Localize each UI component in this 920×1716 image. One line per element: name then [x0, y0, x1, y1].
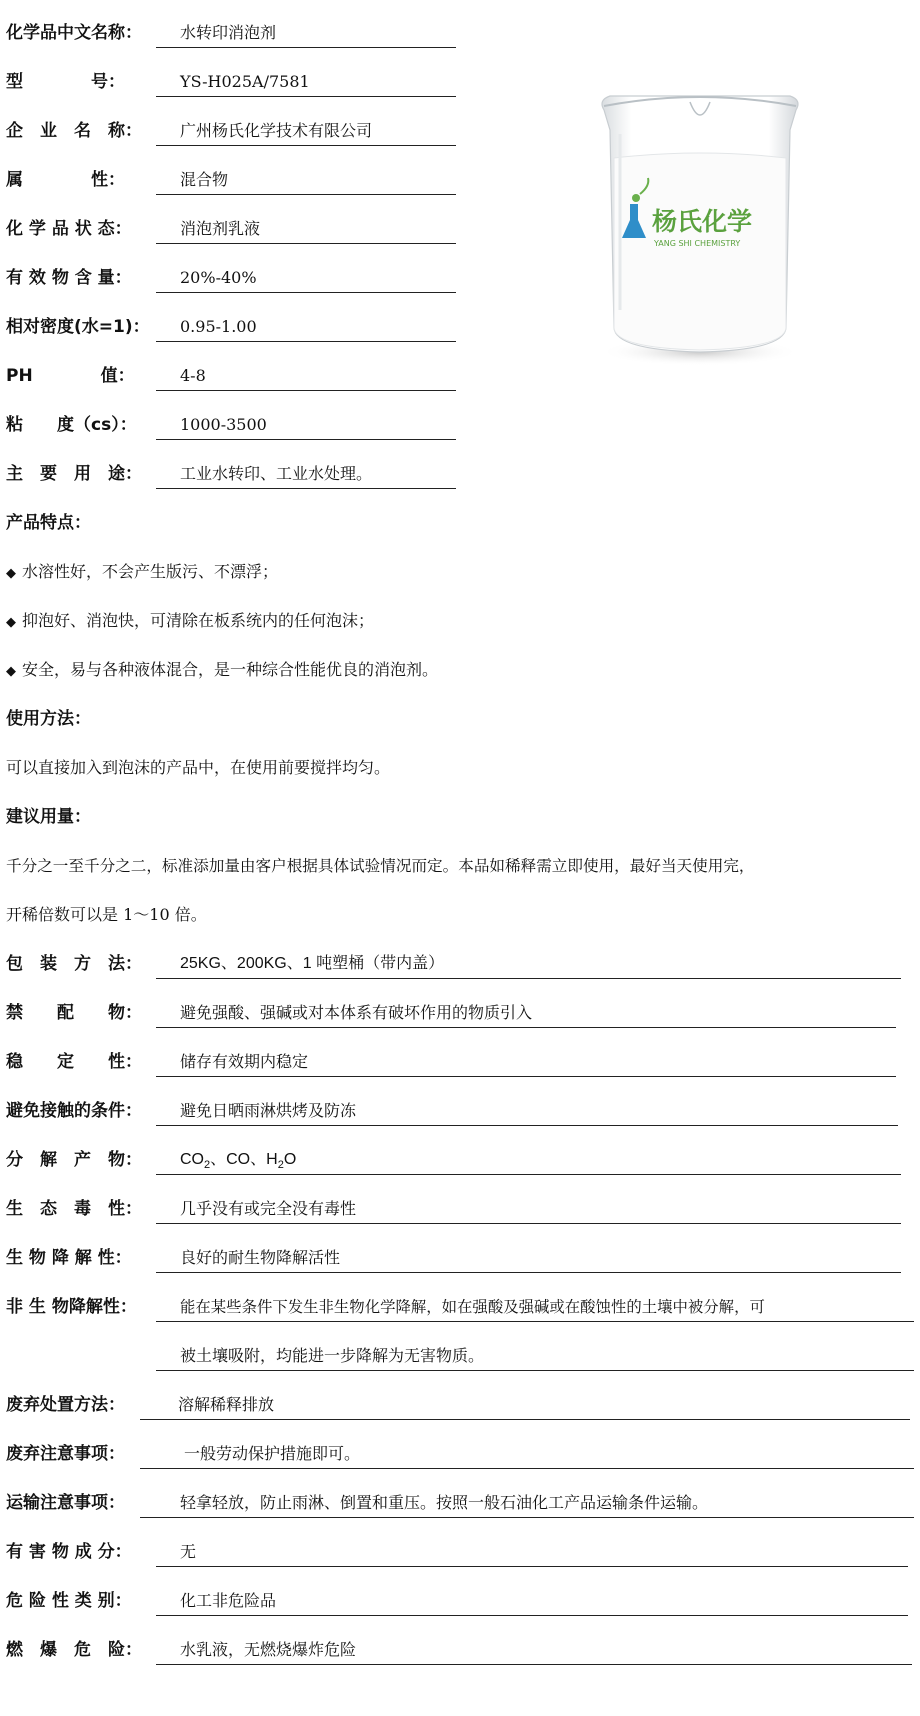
detail-label: 废弃处置方法：: [6, 1395, 125, 1415]
detail-label: 非 生 物降解性：: [6, 1297, 137, 1317]
detail-label: 禁 配 物：: [6, 1003, 142, 1023]
detail-value: 轻拿轻放，防止雨淋、倒置和重压。按照一般石油化工产品运输条件运输。: [140, 1488, 914, 1518]
spec-label: 企 业 名 称：: [6, 121, 142, 141]
detail-label: 危 险 性 类 别：: [6, 1591, 132, 1611]
bullet-icon: ◆: [6, 566, 16, 581]
spec-value: 20%-40%: [156, 263, 456, 293]
spec-label: 属 性：: [6, 170, 125, 190]
detail-value: 一般劳动保护措施即可。: [140, 1439, 914, 1469]
spec-label: 化 学 品 状 态：: [6, 219, 132, 239]
spec-value: 水转印消泡剂: [156, 18, 456, 48]
bullet-icon: ◆: [6, 664, 16, 679]
detail-label: 稳 定 性：: [6, 1052, 142, 1072]
dosage-line-2: 开稀倍数可以是 1～10 倍。: [6, 905, 207, 924]
feature-item: ◆ 安全，易与各种液体混合，是一种综合性能优良的消泡剂。: [6, 660, 439, 679]
spec-value: YS-H025A/7581: [156, 67, 456, 97]
feature-item: ◆ 水溶性好，不会产生版污、不漂浮；: [6, 562, 279, 581]
logo-cn-text: 杨氏化学: [652, 207, 753, 236]
spec-value: 广州杨氏化学技术有限公司: [156, 116, 456, 146]
spec-value: 消泡剂乳液: [156, 214, 456, 244]
spec-value: 工业水转印、工业水处理。: [156, 459, 456, 489]
usage-heading: 使用方法：: [6, 709, 91, 729]
detail-value: 储存有效期内稳定: [156, 1047, 896, 1077]
spec-value: 混合物: [156, 165, 456, 195]
spec-value: 0.95-1.00: [156, 312, 456, 342]
detail-label: 避免接触的条件：: [6, 1101, 142, 1121]
feature-item: ◆ 抑泡好、消泡快，可清除在板系统内的任何泡沫；: [6, 611, 375, 630]
detail-value: 避免强酸、强碱或对本体系有破坏作用的物质引入: [156, 998, 896, 1028]
spec-label: 有 效 物 含 量：: [6, 268, 132, 288]
detail-label: 燃 爆 危 险：: [6, 1640, 142, 1660]
spec-value: 4-8: [156, 361, 456, 391]
detail-label: 分 解 产 物：: [6, 1150, 142, 1170]
detail-label: 有 害 物 成 分：: [6, 1542, 132, 1562]
detail-value: $CO_2$、CO、$H_2O$: [156, 1145, 901, 1175]
detail-label: 废弃注意事项：: [6, 1444, 125, 1464]
detail-label: 包 装 方 法：: [6, 954, 142, 974]
spec-label: 化学品中文名称：: [6, 23, 142, 43]
detail-label: 运输注意事项：: [6, 1493, 125, 1513]
spec-value: 1000-3500: [156, 410, 456, 440]
bullet-icon: ◆: [6, 615, 16, 630]
spec-label: PH 值：: [6, 366, 135, 386]
detail-value: 良好的耐生物降解活性: [156, 1243, 901, 1273]
detail-value: 无: [156, 1537, 908, 1567]
spec-label: 粘 度（cs）：: [6, 415, 137, 435]
spec-label: 相对密度(水=1)：: [6, 317, 150, 337]
product-beaker-image: [590, 70, 810, 370]
dosage-line-1: 千分之一至千分之二，标准添加量由客户根据具体试验情况而定。本品如稀释需立即使用，最好当天使用完，: [6, 857, 755, 875]
detail-value: 水乳液，无燃烧爆炸危险: [156, 1635, 912, 1665]
logo-en-text: YANG SHI CHEMISTRY: [654, 239, 741, 248]
detail-value-continued: 被土壤吸附，均能进一步降解为无害物质。: [156, 1341, 914, 1371]
detail-value: 能在某些条件下发生非生物化学降解，如在强酸及强碱或在酸蚀性的土壤中被分解，可: [156, 1292, 914, 1322]
detail-value: 溶解稀释排放: [140, 1390, 910, 1420]
detail-value: 化工非危险品: [156, 1586, 908, 1616]
detail-value: 25KG、200KG、1 吨塑桶（带内盖）: [156, 949, 901, 979]
usage-text: 可以直接加入到泡沫的产品中，在使用前要搅拌均匀。: [6, 758, 391, 777]
dosage-heading: 建议用量：: [6, 807, 91, 827]
spec-label: 型 号：: [6, 72, 125, 92]
spec-label: 主 要 用 途：: [6, 464, 142, 484]
detail-value: 避免日晒雨淋烘烤及防冻: [156, 1096, 898, 1126]
detail-label: 生 物 降 解 性：: [6, 1248, 132, 1268]
features-heading: 产品特点：: [6, 513, 91, 533]
detail-label: 生 态 毒 性：: [6, 1199, 142, 1219]
detail-value: 几乎没有或完全没有毒性: [156, 1194, 901, 1224]
